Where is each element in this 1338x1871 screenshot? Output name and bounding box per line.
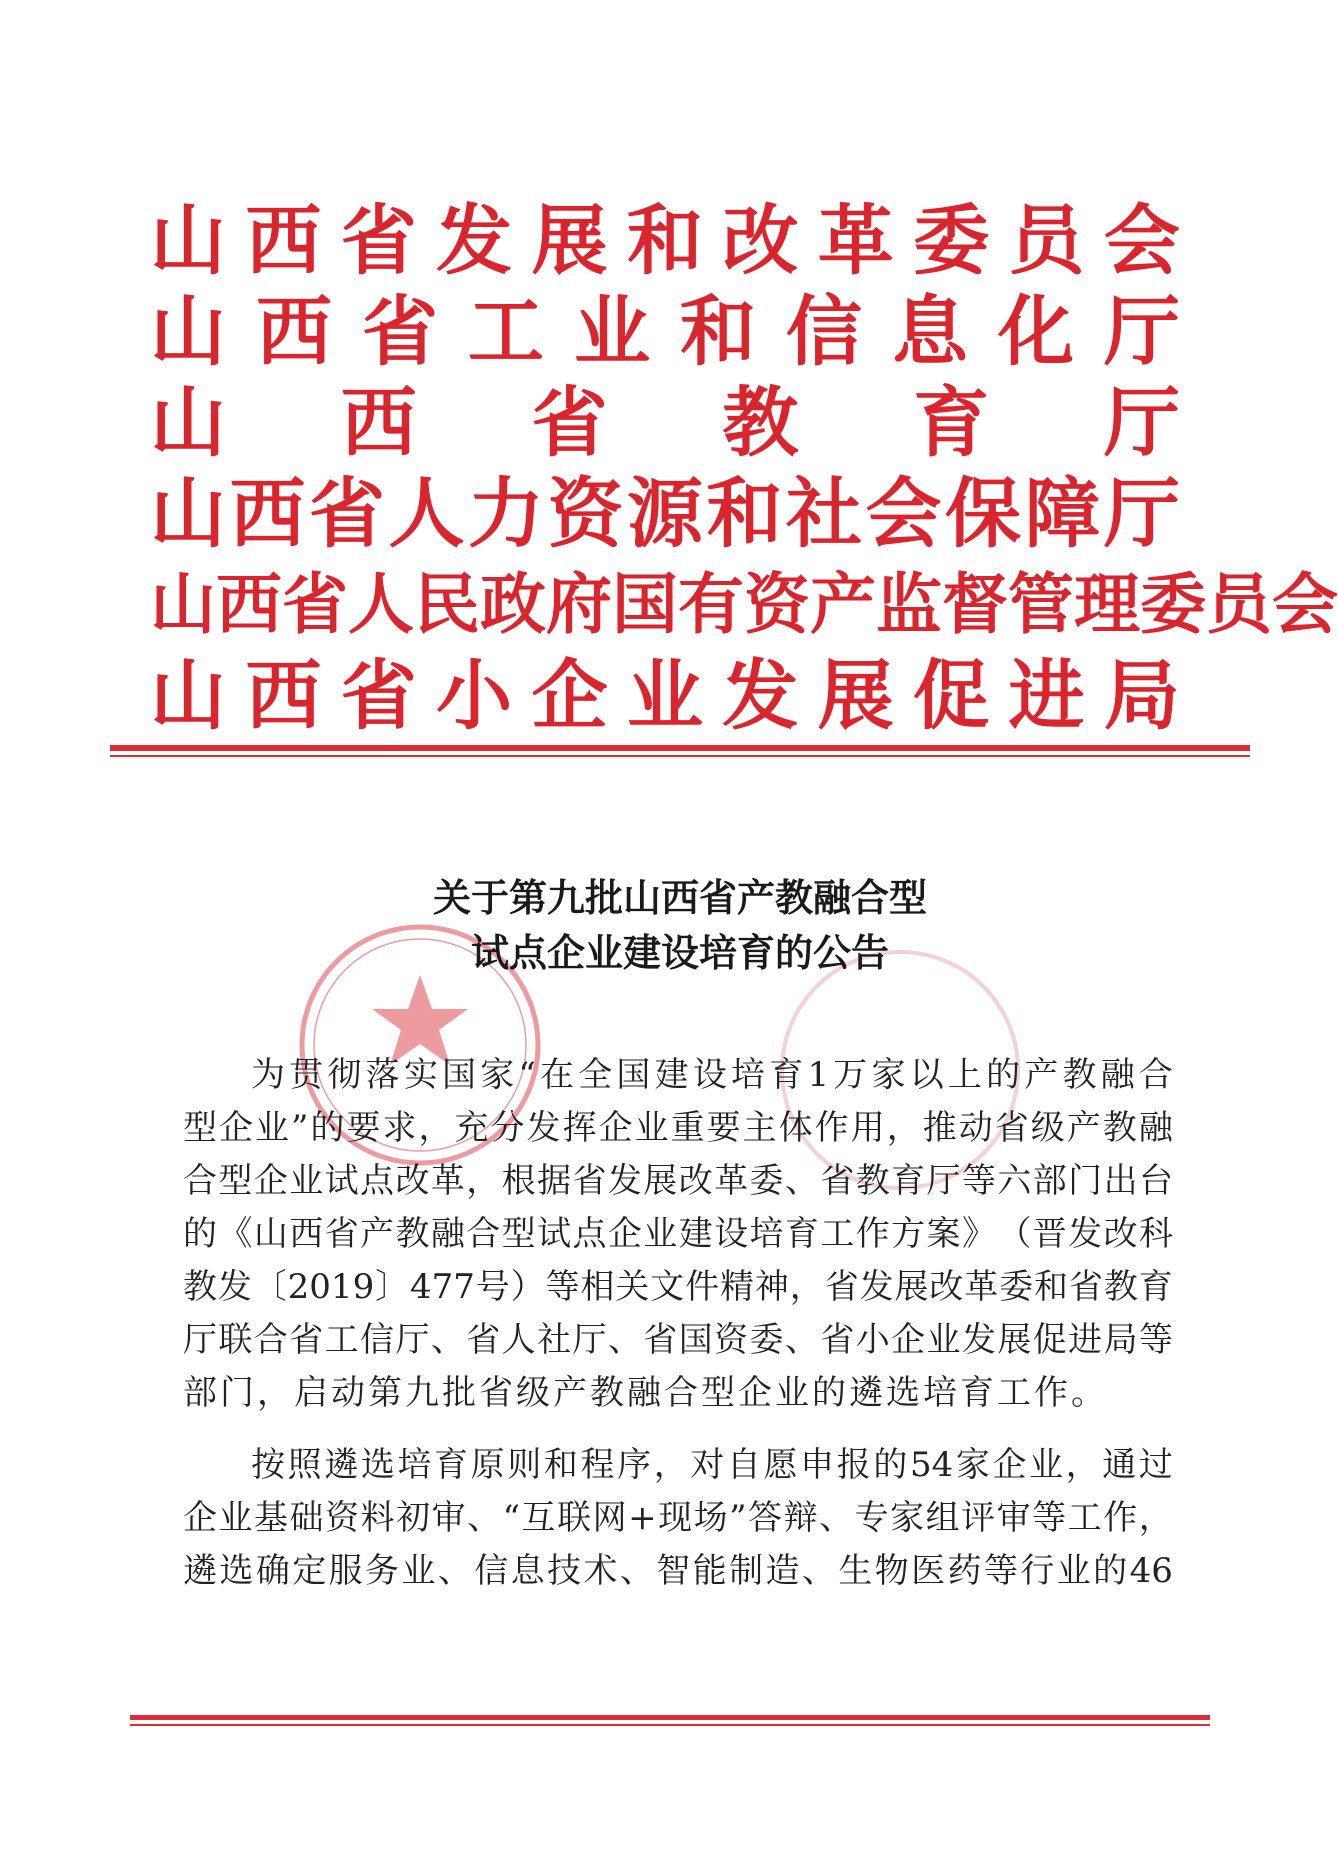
document-title bbox=[300, 870, 1060, 980]
paragraph-line: 型 企 业 ” 的 要 求 ， 充 分 发 挥 企 业 重 要 主 体 作 用 ， 推 动 省 级 产 教 融 bbox=[183, 1108, 1173, 1148]
paragraph-line: 遴 选 确 定 服 务 业 、 信 息 技 术 、 智 能 制 造 、 生 物 医 药 等 行 业 的 46 bbox=[183, 1551, 1173, 1591]
letterhead bbox=[150, 195, 1338, 741]
paragraph-line: 教 发 〔 2019 〕 477 号 ） 等 相 关 文 件 精 神 ， 省 发 展 改 革 委 和 省 教 育 bbox=[183, 1267, 1173, 1307]
letterhead-line: 山 西 省 发 展 和 改 革 委 员 会 bbox=[150, 196, 1180, 285]
letterhead-line: 山 西 省 人 力 资 源 和 社 会 保 障 厅 bbox=[150, 469, 1180, 558]
title-line-1: 关于第九批山西省产教融合型 bbox=[432, 875, 927, 920]
letterhead-line: 山 西 省 教 育 厅 bbox=[150, 378, 1180, 467]
title-line-2: 试点企业建设培育的公告 bbox=[470, 930, 889, 975]
paragraph-line: 企 业 基 础 资 料 初 审 、 “ 互 联 网 + 现 场 ” 答 辩 、 专 家 组 评 审 等 工 作 ， bbox=[183, 1498, 1173, 1538]
letterhead-line: 山 西 省 工 业 和 信 息 化 厅 bbox=[150, 287, 1180, 376]
paragraph-line: 厅 联 合 省 工 信 厅 、 省 人 社 厅 、 省 国 资 委 、 省 小 企 业 发 展 促 进 局 等 bbox=[183, 1320, 1173, 1360]
paragraph-line: 为 贯 彻 落 实 国 家 “ 在 全 国 建 设 培 育 1 万 家 以 上 的 产 教 融 合 bbox=[251, 1055, 1173, 1095]
body-text bbox=[183, 1050, 1173, 1599]
footer-divider bbox=[130, 1715, 1210, 1720]
letterhead-line: 山 西 省 人 民 政 府 国 有 资 产 监 督 管 理 委 员 会 bbox=[150, 565, 1338, 643]
paragraph-line: 合 型 企 业 试 点 改 革 ， 根 据 省 发 展 改 革 委 、 省 教 育 厅 等 六 部 门 出 台 bbox=[183, 1161, 1173, 1201]
paragraph-line: 按 照 遴 选 培 育 原 则 和 程 序 ， 对 自 愿 申 报 的 54 家 企 业 ， 通 过 bbox=[251, 1445, 1173, 1485]
letterhead-line: 山 西 省 小 企 业 发 展 促 进 局 bbox=[150, 651, 1180, 740]
paragraph-line: 部门，启动第九批省级产教融合型企业的遴选培育工作。 bbox=[183, 1373, 1108, 1413]
paragraph-line: 的 《 山 西 省 产 教 融 合 型 试 点 企 业 建 设 培 育 工 作 方 案 》 （ 晋 发 改 科 bbox=[183, 1214, 1173, 1254]
letterhead-divider bbox=[110, 745, 1250, 751]
